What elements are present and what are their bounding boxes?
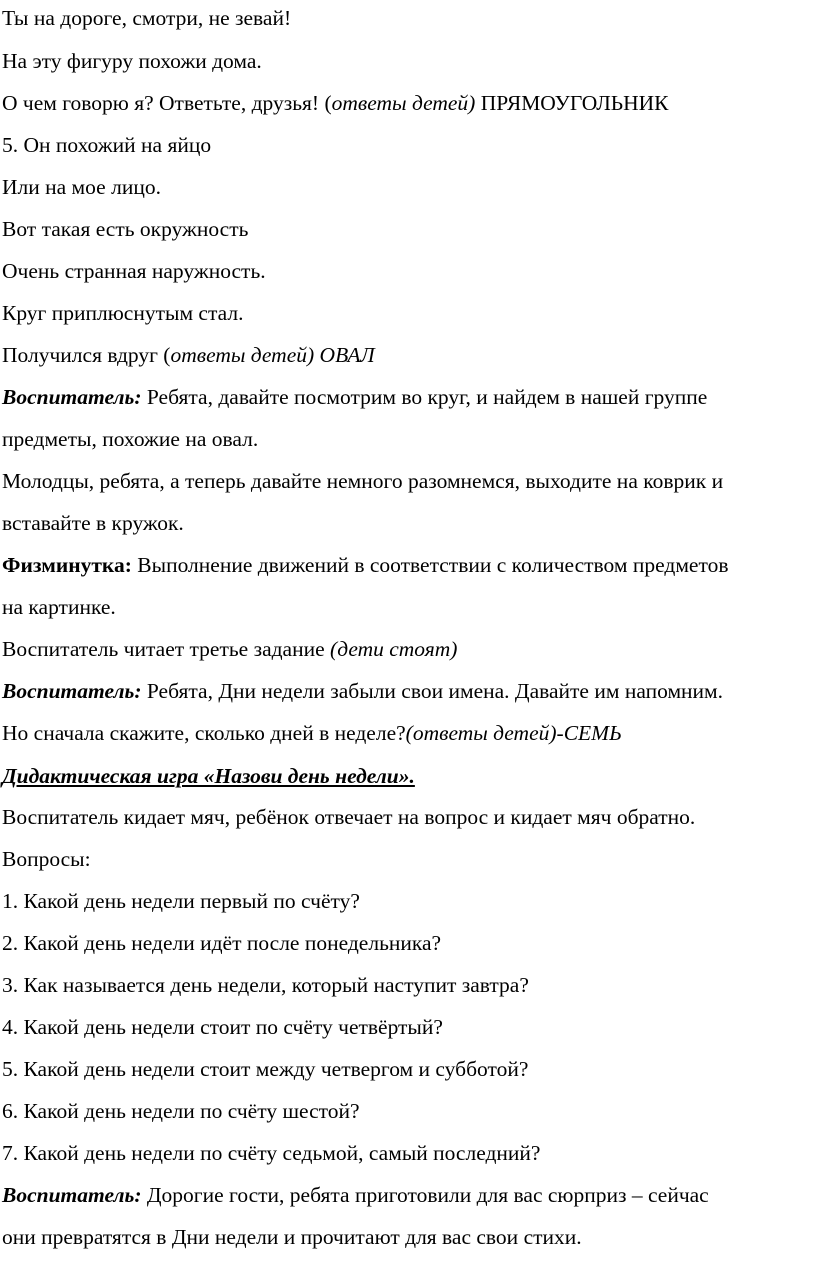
teacher-paragraph-3 [2,1182,709,1208]
days-count-line [2,720,622,746]
poem-line-9-text: Получился вдруг ( [2,343,171,367]
teacher-paragraph-2 [2,678,723,704]
physical-minute-cont: на картинке. [2,595,116,619]
physical-minute-text: Выполнение движений в соответствии с количеством предметов [131,553,729,577]
speaker-label: Воспитатель: [2,679,142,703]
question-1: 1. Какой день недели первый по счёту? [2,889,360,913]
speaker-label: Воспитатель: [2,1183,142,1207]
physical-minute-label: Физминутка: [2,553,132,577]
speaker-label: Воспитатель: [2,385,142,409]
teacher-text: Ребята, Дни недели забыли свои имена. Давайте им напомним. [141,679,724,703]
teacher-paragraph-1 [2,384,707,410]
question-3: 3. Как называется день недели, который наступит завтра? [2,973,529,997]
poem-line-3-text: О чем говорю я? Ответьте, друзья! ( [2,91,332,115]
poem-line-9 [2,342,375,368]
poem-line-4: 5. Он похожий на яйцо [2,133,212,157]
questions-label: Вопросы: [2,847,91,871]
question-7: 7. Какой день недели по счёту седьмой, самый последний? [2,1141,541,1165]
days-count-answer: (ответы детей)-СЕМЬ [405,721,622,745]
poem-line-9-answer: ответы детей) ОВАЛ [170,343,375,367]
task-three-line [2,636,457,662]
question-5: 5. Какой день недели стоит между четвергом и субботой? [2,1057,529,1081]
task-three-note: (дети стоят) [330,637,458,661]
teacher-text: Дорогие гости, ребята приготовили для вас сюрприз – сейчас [141,1183,709,1207]
teacher-paragraph-1-cont: предметы, похожие на овал. [2,427,259,451]
poem-line-7: Очень странная наружность. [2,259,266,283]
poem-line-3-shape: ПРЯМОУГОЛЬНИК [475,91,669,115]
game-description: Воспитатель кидает мяч, ребёнок отвечает на вопрос и кидает мяч обратно. [2,805,696,829]
paragraph-warmup-cont: вставайте в кружок. [2,511,184,535]
game-heading: Дидактическая игра «Назови день недели». [2,764,415,788]
poem-line-3 [2,90,669,116]
poem-line-1: Ты на дороге, смотри, не зевай! [2,6,292,30]
days-count-question: Но сначала скажите, сколько дней в неделе? [2,721,406,745]
question-2: 2. Какой день недели идёт после понедельника? [2,931,442,955]
poem-line-8: Круг приплюснутым стал. [2,301,244,325]
poem-line-6: Вот такая есть окружность [2,217,249,241]
physical-minute-paragraph [2,552,728,578]
teacher-paragraph-3-cont: они превратятся в Дни недели и прочитают для вас свои стихи. [2,1225,582,1249]
paragraph-warmup: Молодцы, ребята, а теперь давайте немного разомнемся, выходите на коврик и [2,469,724,493]
poem-line-3-answer: ответы детей) [331,91,476,115]
question-6: 6. Какой день недели по счёту шестой? [2,1099,360,1123]
task-three-text: Воспитатель читает третье задание [2,637,331,661]
poem-line-2: На эту фигуру похожи дома. [2,49,262,73]
teacher-text: Ребята, давайте посмотрим во круг, и найдем в нашей группе [141,385,708,409]
poem-line-5: Или на мое лицо. [2,175,161,199]
question-4: 4. Какой день недели стоит по счёту четвёртый? [2,1015,443,1039]
